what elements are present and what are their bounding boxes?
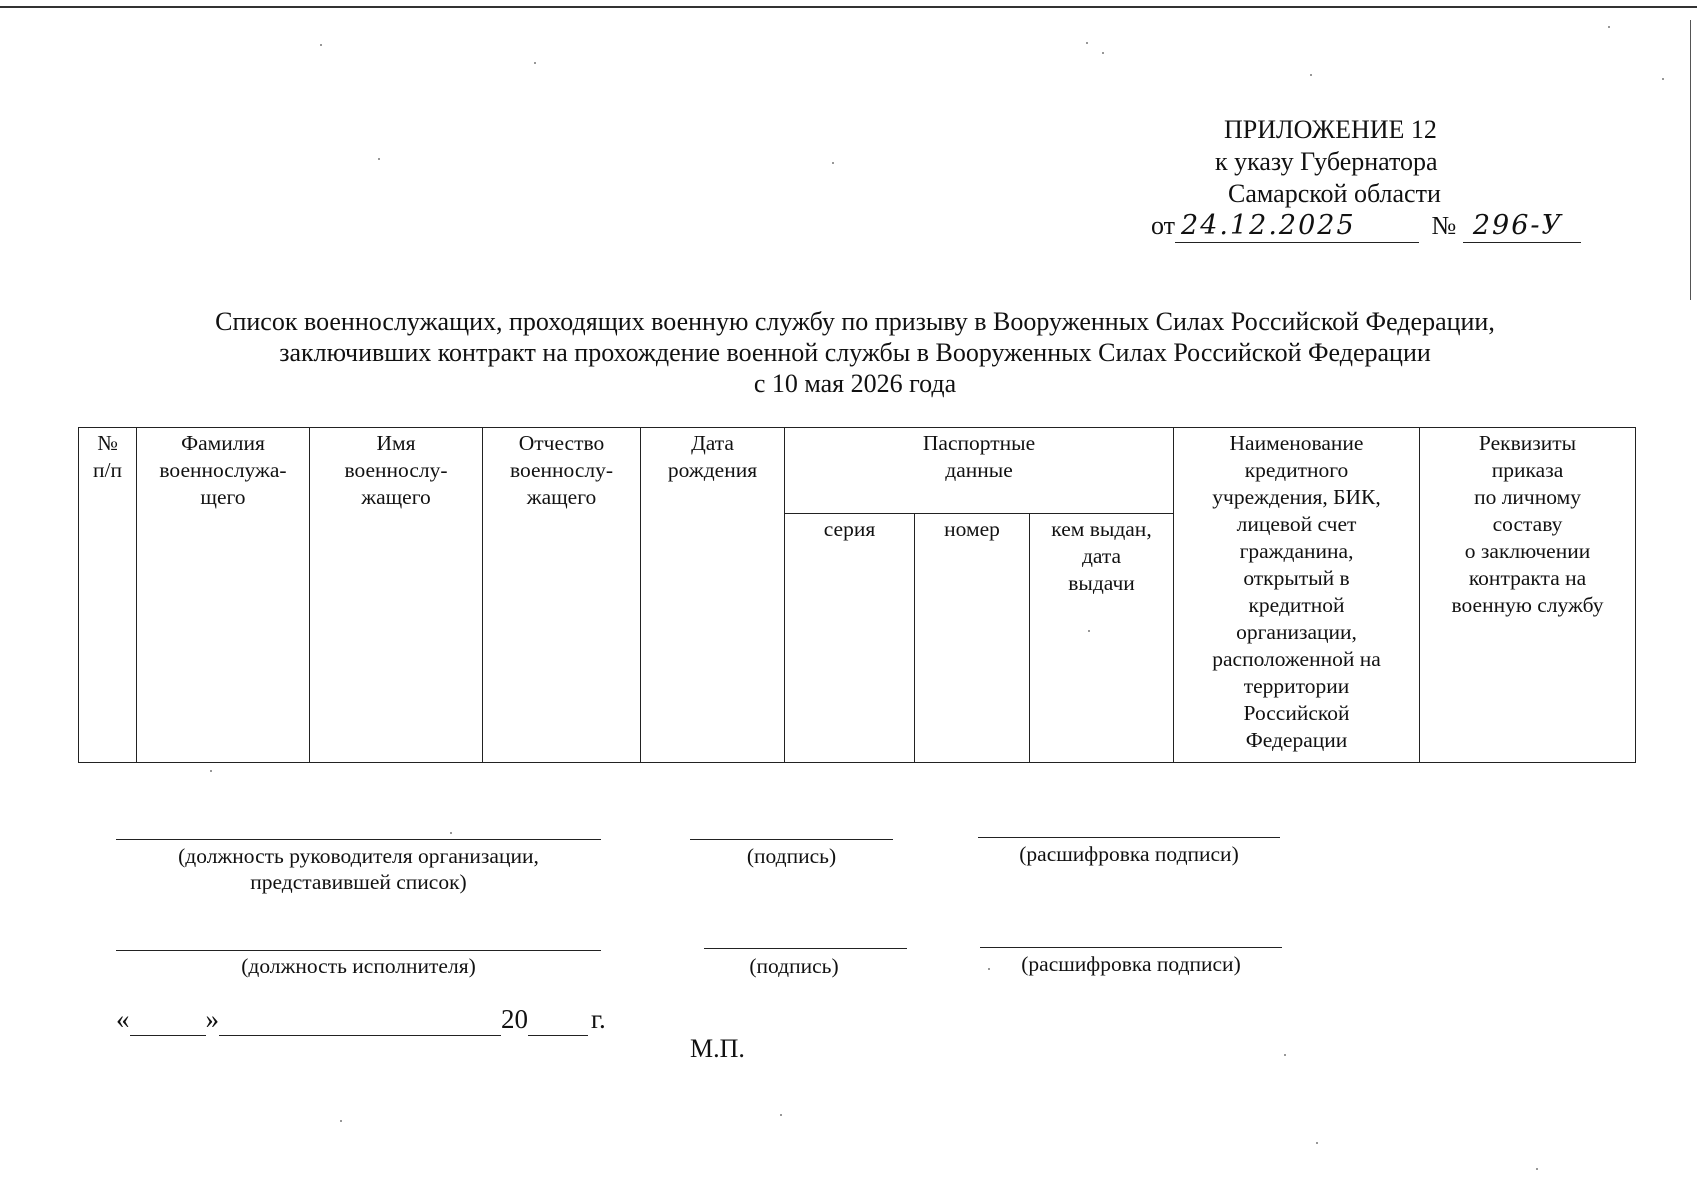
text-line: Федерации xyxy=(1245,728,1348,752)
text-line: серия xyxy=(823,517,876,541)
text-line: выдачи xyxy=(1068,571,1135,595)
header-name xyxy=(310,428,483,763)
text-line: гражданина, xyxy=(1239,539,1354,563)
header-birthdate xyxy=(641,428,785,763)
text-line: о заключении xyxy=(1464,539,1591,563)
text-line: расположенной на xyxy=(1212,647,1381,671)
signature2-caption: (подпись) xyxy=(749,954,839,978)
text-line: номер xyxy=(944,517,1000,541)
decoding1-line xyxy=(978,837,1280,838)
text-line: военную службу xyxy=(1451,593,1604,617)
text-line: военнослу- xyxy=(509,458,614,482)
number-label: № xyxy=(1431,211,1457,240)
text-line: приказа xyxy=(1491,458,1564,482)
page-edge-top xyxy=(0,6,1697,8)
text-line: открытый в xyxy=(1243,566,1350,590)
text-line: дата xyxy=(1081,544,1122,568)
decree-number: 296-У xyxy=(1472,210,1564,241)
text-line: территории xyxy=(1243,674,1350,698)
text-line: Реквизиты xyxy=(1478,431,1577,455)
head-position-line xyxy=(116,839,601,840)
text-line: Российской xyxy=(1243,701,1350,725)
decoding2-caption: (расшифровка подписи) xyxy=(1021,952,1241,976)
text-line: представившей список) xyxy=(250,870,467,894)
text-line: по личному xyxy=(1474,485,1581,509)
text-line: № xyxy=(97,431,118,455)
text-line: рождения xyxy=(667,458,758,482)
header-passport xyxy=(785,428,1174,514)
header-patronymic xyxy=(483,428,641,763)
header-surname xyxy=(137,428,310,763)
text-line: щего xyxy=(200,485,246,509)
signature1-line xyxy=(690,839,893,840)
decree-date-field xyxy=(1175,210,1419,243)
executor-position-caption: (должность исполнителя) xyxy=(241,954,476,978)
text-line: контракта на xyxy=(1468,566,1587,590)
text-line: жащего xyxy=(361,485,431,509)
header-number xyxy=(79,428,137,763)
text-line: военнослу- xyxy=(344,458,448,482)
text-line: кредитного xyxy=(1244,458,1349,482)
text-line: организации, xyxy=(1236,620,1357,644)
year-suffix: г. xyxy=(591,1004,606,1034)
date-open-quote: « xyxy=(116,1004,130,1034)
header-passport-issued xyxy=(1030,514,1174,763)
stamp-place: М.П. xyxy=(690,1034,745,1063)
header-bank xyxy=(1174,428,1420,763)
appendix-date-row xyxy=(1151,210,1581,243)
year-prefix: 20 xyxy=(501,1004,528,1034)
servicemen-table xyxy=(78,427,1636,763)
text-line: Фамилия xyxy=(181,431,265,455)
text-line: кем выдан, xyxy=(1051,517,1152,541)
text-line: Отчество xyxy=(518,431,605,455)
text-line: (должность руководителя организации, xyxy=(178,844,539,868)
text-line: лицевой счет xyxy=(1236,512,1357,536)
signature2-line xyxy=(704,948,907,949)
header-passport-series xyxy=(785,514,915,763)
appendix-region-line: Самарской области xyxy=(1228,179,1441,208)
document-title xyxy=(110,306,1600,399)
header-passport-number xyxy=(915,514,1030,763)
text-line: Дата xyxy=(691,431,734,455)
text-line: п/п xyxy=(93,458,122,482)
appendix-heading: ПРИЛОЖЕНИЕ 12 xyxy=(1224,115,1437,144)
text-line: составу xyxy=(1492,512,1563,536)
month-blank xyxy=(219,1004,501,1036)
text-line: военнослужа- xyxy=(159,458,287,482)
year-blank xyxy=(528,1004,588,1036)
page-edge-right xyxy=(1690,20,1691,300)
text-line: жащего xyxy=(526,485,597,509)
decoding1-caption: (расшифровка подписи) xyxy=(1019,842,1239,866)
appendix-decree-line: к указу Губернатора xyxy=(1215,147,1438,176)
text-line: Имя xyxy=(376,431,416,455)
decree-date: 24.12.2025 xyxy=(1181,210,1356,241)
title-line-3: с 10 мая 2026 года xyxy=(753,369,957,398)
head-position-caption xyxy=(116,843,601,895)
text-line: Паспортные xyxy=(922,431,1036,455)
header-order xyxy=(1420,428,1636,763)
decoding2-line xyxy=(980,947,1282,948)
title-line-1: Список военнослужащих, проходящих военную службу по призыву в Вооруженных Силах Российской Федерации, xyxy=(215,307,1495,336)
title-line-2: заключивших контракт на прохождение военной службы в Вооруженных Силах Российской Федерации xyxy=(279,338,1431,367)
executor-position-line xyxy=(116,950,601,951)
decree-number-field xyxy=(1463,210,1581,243)
text-line: кредитной xyxy=(1248,593,1345,617)
signature1-caption: (подпись) xyxy=(746,844,837,868)
day-blank xyxy=(130,1004,206,1036)
from-label: от xyxy=(1151,211,1176,240)
text-line: данные xyxy=(945,458,1013,482)
text-line: Наименование xyxy=(1229,431,1364,455)
text-line: учреждения, БИК, xyxy=(1212,485,1381,509)
date-close-quote: » xyxy=(205,1004,219,1034)
date-row xyxy=(116,1004,606,1036)
